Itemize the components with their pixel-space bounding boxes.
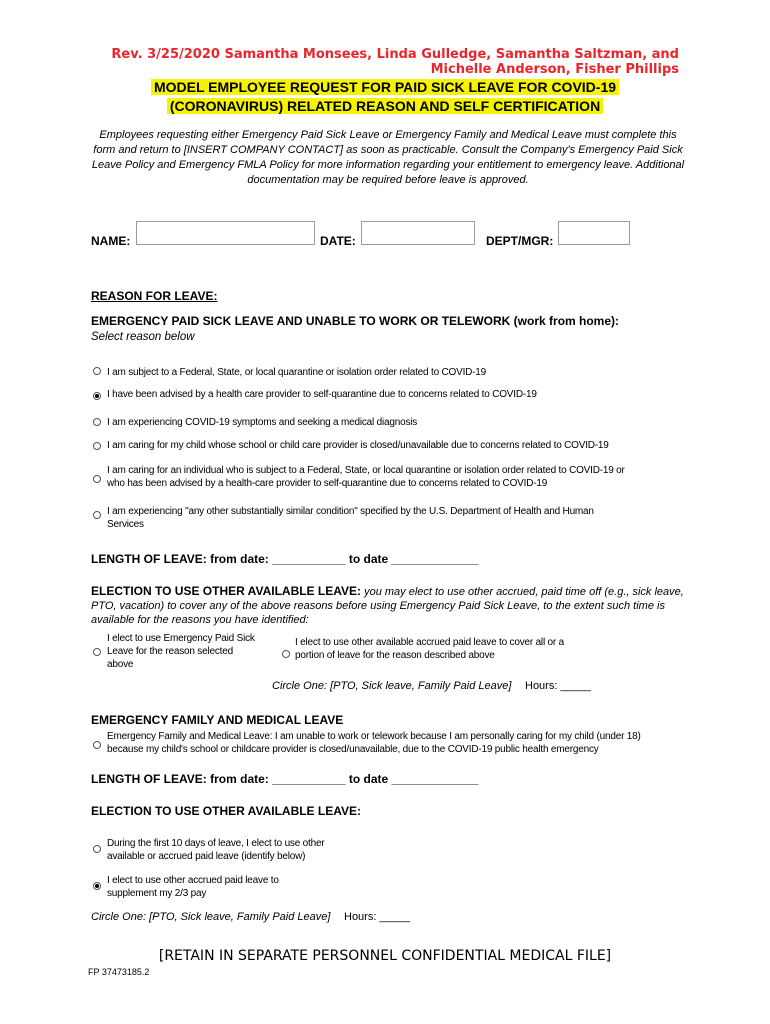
reason-option-4: I am caring for my child whose school or child care provider is closed/unavailable due to concerns related to COVID-19 [107, 440, 609, 451]
date-label: DATE: [320, 234, 356, 248]
reason-option-2: I have been advised by a health care provider to self-quarantine due to concerns related to COVID-19 [107, 389, 537, 400]
reason-radio-1[interactable] [93, 367, 101, 375]
efml-heading: EMERGENCY FAMILY AND MEDICAL LEAVE [91, 713, 344, 727]
election-option-epsl: I elect to use Emergency Paid Sick Leave for the reason selected above [107, 633, 255, 670]
reason-radio-2[interactable] [93, 392, 101, 400]
revision-line-2: Michelle Anderson, Fisher Phillips [430, 62, 679, 77]
form-title-line-2: (CORONAVIRUS) RELATED REASON AND SELF CERTIFICATION [0, 96, 770, 116]
election2-option-supplement: I elect to use other accrued paid leave to supplement my 2/3 pay [107, 875, 279, 899]
name-field[interactable] [136, 221, 315, 245]
hours-2: Hours: _____ [344, 911, 411, 923]
reason-option-1: I am subject to a Federal, State, or local quarantine or isolation order related to COVID-19 [107, 367, 487, 378]
reason-heading: REASON FOR LEAVE: [91, 289, 218, 303]
select-reason-hint: Select reason below [91, 331, 195, 343]
election2-radio-supplement[interactable] [93, 882, 101, 890]
document-id: FP 37473185.2 [88, 967, 150, 977]
length-of-leave-epsl: LENGTH OF LEAVE: from date: ___________ to date _____________ [91, 552, 479, 566]
reason-option-3: I am experiencing COVID-19 symptoms and seeking a medical diagnosis [107, 417, 418, 428]
dept-mgr-field[interactable] [558, 221, 630, 245]
reason-option-6: I am experiencing "any other substantially similar condition" specified by the U.S. Department of Health and Human Services [107, 506, 594, 530]
dept-mgr-label: DEPT/MGR: [486, 234, 554, 248]
epsl-heading: EMERGENCY PAID SICK LEAVE AND UNABLE TO WORK OR TELEWORK (work from home): [91, 314, 620, 328]
reason-radio-4[interactable] [93, 442, 101, 450]
circle-one-2: Circle One: [PTO, Sick leave, Family Paid Leave] [91, 911, 331, 923]
reason-radio-5[interactable] [93, 475, 101, 483]
name-label: NAME: [91, 234, 131, 248]
election-radio-accrued[interactable] [282, 650, 290, 658]
form-title-line-1: MODEL EMPLOYEE REQUEST FOR PAID SICK LEAVE FOR COVID-19 [0, 77, 770, 97]
hours-1: Hours: _____ [525, 680, 592, 692]
date-field[interactable] [361, 221, 475, 245]
efml-radio[interactable] [93, 741, 101, 749]
intro-paragraph: Employees requesting either Emergency Paid Sick Leave or Emergency Family and Medical Leave must complete this form and return to [INSERT COMPANY CONTACT] as soon as practicable. Consult the Company's Emergency Paid Sick Leave Policy and Emergency FMLA Policy for more information regarding your entitlement to emergency leave. Additional documentation may be required before leave is approved. [91, 129, 685, 186]
election2-radio-first-10-days[interactable] [93, 845, 101, 853]
election-option-accrued: I elect to use other available accrued paid leave to cover all or a portion of leave for the reason described above [295, 637, 564, 661]
length-of-leave-efml: LENGTH OF LEAVE: from date: ___________ to date _____________ [91, 772, 479, 786]
circle-one-1: Circle One: [PTO, Sick leave, Family Paid Leave] [272, 680, 512, 692]
reason-radio-6[interactable] [93, 511, 101, 519]
election-heading-2: ELECTION TO USE OTHER AVAILABLE LEAVE: [91, 804, 362, 818]
revision-line-1: Rev. 3/25/2020 Samantha Monsees, Linda Gulledge, Samantha Saltzman, and [111, 47, 679, 62]
efml-option: Emergency Family and Medical Leave: I am unable to work or telework because I am personally caring for my child (under 18) because my child's school or childcare provider is closed/unavailable, due to the COVID-19 public health emergency [107, 731, 641, 755]
retain-notice: [RETAIN IN SEPARATE PERSONNEL CONFIDENTIAL MEDICAL FILE] [158, 948, 612, 964]
reason-option-5: I am caring for an individual who is subject to a Federal, State, or local quarantine or isolation order related to COVID-19 or who has been advised by a health-care provider to self-quarantine due to concerns related to COVID-19 [107, 465, 625, 489]
election-radio-epsl[interactable] [93, 648, 101, 656]
reason-radio-3[interactable] [93, 418, 101, 426]
election-paragraph: ELECTION TO USE OTHER AVAILABLE LEAVE: you may elect to use other accrued, paid time off (e.g., sick leave, PTO, vacation) to cover any of the above reasons before using Emergency Paid Sick Leave, to the extent such time is available for the reasons you have identified: [91, 584, 684, 626]
election2-option-first-10-days: During the first 10 days of leave, I elect to use other available or accrued paid leave (identify below) [107, 838, 325, 862]
